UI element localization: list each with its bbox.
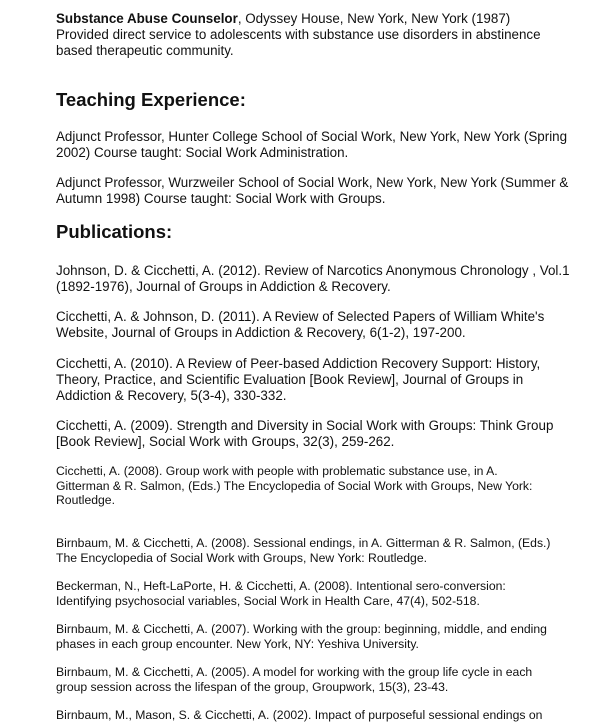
publication-item: Birnbaum, M., Mason, S. & Cicchetti, A. (2002). Impact of purposeful sessional endings on [56,708,543,722]
experience-place: , Odyssey House, New York, New York (1987) [237,11,511,26]
experience-description: Provided direct service to adolescents with substance use disorders in abstinence based therapeutic community. [56,27,541,58]
experience-role: Substance Abuse Counselor [56,11,238,26]
publication-item: Birnbaum, M. & Cicchetti, A. (2007). Working with the group: beginning, middle, and ending phases in each group encounter. New York, NY: Yeshiva University. [56,622,547,651]
teaching-item: Adjunct Professor, Wurzweiler School of Social Work, New York, New York (Summer & Autumn 1998) Course taught: Social Work with Groups. [56,175,569,206]
publications-heading: Publications: [56,221,173,242]
publication-item: Cicchetti, A. & Johnson, D. (2011). A Review of Selected Papers of William White's Website, Journal of Groups in Addiction & Recovery, 6(1-2), 197-200. [56,309,545,340]
publication-item-continuation: Routledge. [56,493,115,507]
publication-item: Birnbaum, M. & Cicchetti, A. (2005). A model for working with the group life cycle in each group session across the lifespan of the group, Groupwork, 15(3), 23-43. [56,665,533,694]
publication-item: Cicchetti, A. (2009). Strength and Diversity in Social Work with Groups: Think Group [Book Review], Social Work with Groups, 32(3), 259-262. [56,418,554,449]
experience-entry [56,11,576,59]
publication-item: Cicchetti, A. (2010). A Review of Peer-based Addiction Recovery Support: History, Theory, Practice, and Scientific Evaluation [Book Review], Journal of Groups in Addiction & Recovery, 5(3-4), 330-332. [56,356,541,403]
publication-item: Beckerman, N., Heft-LaPorte, H. & Cicchetti, A. (2008). Intentional sero-conversion: Identifying psychosocial variables, Social Work in Health Care, 47(4), 502-518. [56,579,506,608]
publication-item: Birnbaum, M. & Cicchetti, A. (2008). Sessional endings, in A. Gitterman & R. Salmon, (Eds.) The Encyclopedia of Social Work with Groups, New York: Routledge. [56,536,551,565]
teaching-heading: Teaching Experience: [56,89,246,110]
publication-item: Johnson, D. & Cicchetti, A. (2012). Review of Narcotics Anonymous Chronology , Vol.1 (1892-1976), Journal of Groups in Addiction & Recovery. [56,263,570,294]
publication-item: Cicchetti, A. (2008). Group work with people with problematic substance use, in A. Gitterman & R. Salmon, (Eds.) The Encyclopedia of Social Work with Groups, New York: [56,464,533,493]
teaching-item: Adjunct Professor, Hunter College School of Social Work, New York, New York (Spring 2002) Course taught: Social Work Administration. [56,129,568,160]
